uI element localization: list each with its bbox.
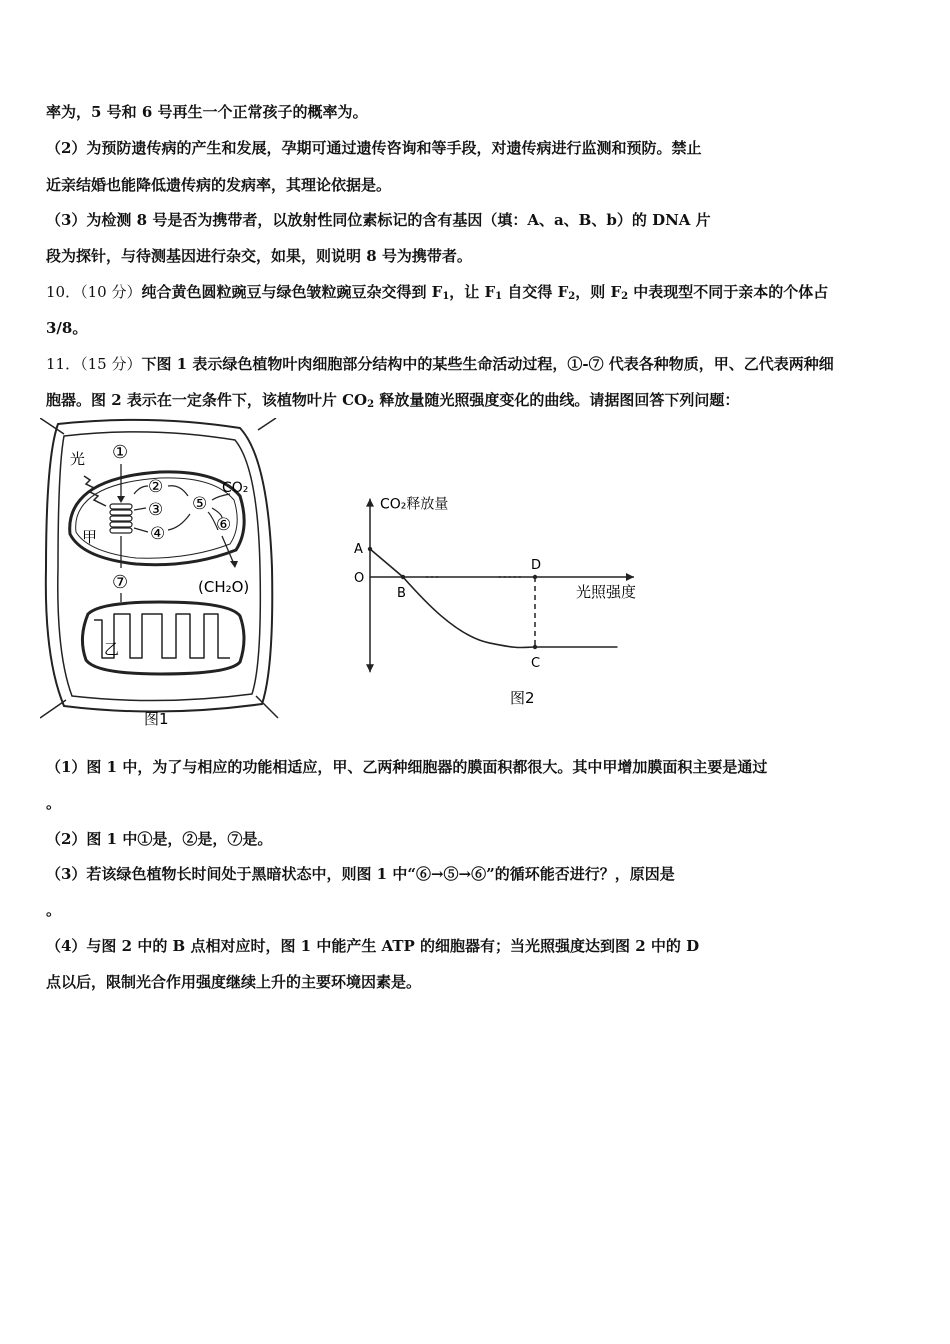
label-2: ② (148, 477, 164, 497)
y-axis-arrow-down (366, 664, 374, 672)
q11-line1: 11．（15 分）下图 1 表示绿色植物叶肉细胞部分结构中的某些生命活动过程，①-⑦ 代表各种物质，甲、乙代表两种细 (46, 355, 834, 373)
figure-2-caption: 图2 (510, 689, 535, 707)
label-co2: CO₂ (222, 480, 249, 496)
figure-2-chart (340, 470, 680, 720)
point-label-B: B (397, 586, 406, 601)
point-label-A: A (354, 542, 363, 557)
label-light: 光 (70, 450, 86, 468)
q11-part1-line1: （1）图 1 中，为了与相应的功能相适应，甲、乙两种细胞器的膜面积都很大。其中甲增加膜面积主要是通过 (46, 758, 768, 776)
q10-line2: 3/8。 (46, 319, 88, 337)
point-B (401, 575, 405, 579)
q11-line2: 胞器。图 2 表示在一定条件下，该植物叶片 $CO_2$ 释放量随光照强度变化的曲线。请据图回答下列问题： (46, 391, 740, 410)
y-axis-label: CO₂释放量 (380, 496, 449, 513)
label-5: ⑤ (192, 494, 208, 514)
point-label-D: D (531, 558, 542, 573)
label-4: ④ (150, 524, 166, 544)
label-yi: 乙 (104, 640, 120, 658)
q10-line1: 10．（10 分）纯合黄色圆粒豌豆与绿色皱粒豌豆杂交得到 $F_1$，让 $F_1$ 自交得 $F_2$，则 $F_2$ 中表现型不同于亲本的个体占 (46, 283, 829, 302)
q9-part2-line1: （2）为预防遗传病的产生和发展，孕期可通过遗传咨询和等手段，对遗传病进行监测和预防。禁止 (46, 139, 702, 157)
q11-part3-line2: 。 (46, 901, 62, 919)
q9-part2-line2: 近亲结婚也能降低遗传病的发病率，其理论依据是。 (46, 176, 392, 194)
light-arrow (84, 476, 106, 506)
q11-part4-line2: 点以后，限制光合作用强度继续上升的主要环境因素是。 (46, 973, 422, 991)
x-axis-label: 光照强度 (576, 583, 637, 601)
point-label-C: C (531, 656, 541, 671)
mitochondrion-outline (82, 602, 244, 674)
x-axis-arrow (626, 573, 634, 581)
label-3: ③ (148, 500, 164, 520)
label-1: ① (112, 442, 129, 463)
label-7: ⑦ (112, 572, 129, 593)
figure-1-cell-diagram (40, 418, 290, 733)
grana-stack (110, 504, 132, 533)
label-ch2o: (CH₂O) (198, 578, 250, 596)
q11-part4-line1: （4）与图 2 中的 B 点相对应时，图 1 中能产生 ATP 的细胞器有；当光照强度达到图 2 中的 D (46, 937, 700, 955)
q9-part3-line2: 段为探针，与待测基因进行杂交，如果，则说明 8 号为携带者。 (46, 247, 472, 265)
q9-part3-line1: （3）为检测 8 号是否为携带者，以放射性同位素标记的含有基因（填：A、a、B、b）的 DNA 片 (46, 211, 711, 229)
origin-label: O (354, 571, 365, 586)
y-axis-arrow-up (366, 499, 374, 507)
q11-part3-line1: （3）若该绿色植物长时间处于黑暗状态中，则图 1 中“⑥→⑤→⑥”的循环能否进行？，原因是 (46, 865, 675, 883)
q9-line-1: 率为，5 号和 6 号再生一个正常孩子的概率为。 (46, 103, 368, 121)
label-6: ⑥ (216, 515, 232, 535)
q11-part2: （2）图 1 中①是，②是，⑦是。 (46, 830, 273, 848)
figure-1-caption: 图1 (144, 710, 169, 728)
label-jia: 甲 (82, 528, 98, 546)
point-A (368, 547, 372, 551)
q11-part1-line2: 。 (46, 794, 62, 812)
